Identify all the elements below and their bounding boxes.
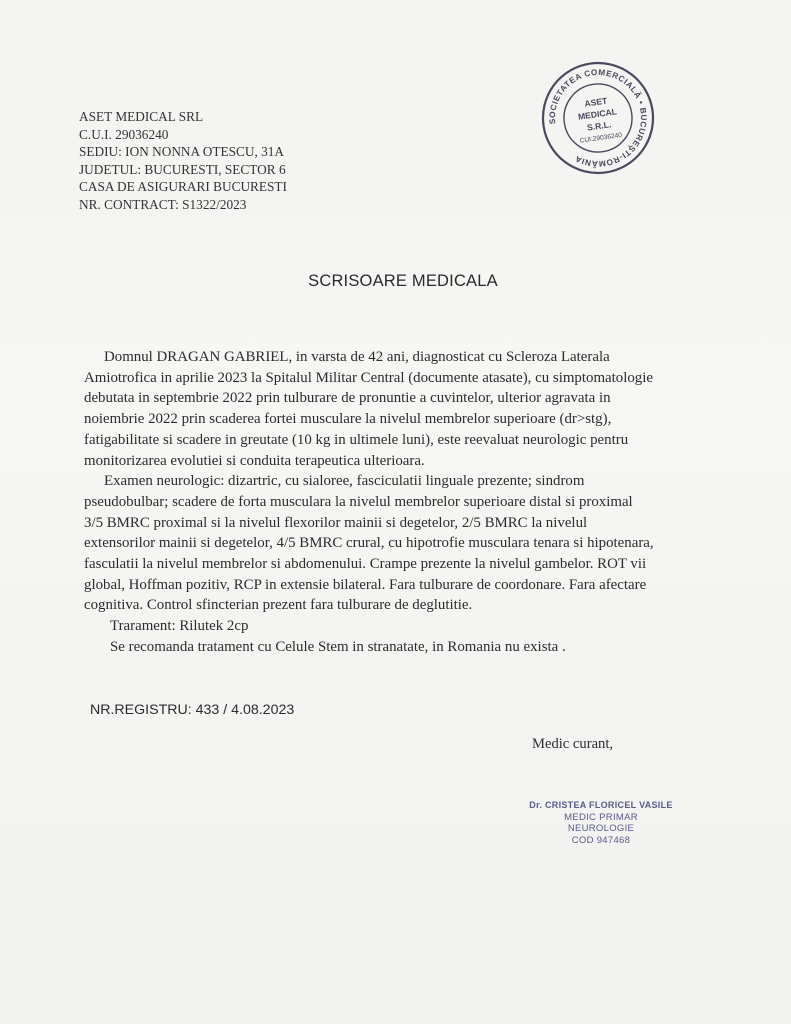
- treatment-line: Trarament: Rilutek 2cp: [110, 618, 249, 635]
- header-contract: NR. CONTRACT: S1322/2023: [79, 196, 247, 212]
- paragraph-neuro-exam: [84, 471, 734, 616]
- company-header: [79, 108, 287, 213]
- company-stamp: [540, 60, 656, 176]
- company-stamp-line2: MEDICAL: [577, 106, 618, 122]
- company-stamp-line1: ASET: [583, 95, 608, 109]
- exam-line: Examen neurologic: dizartric, cu sialoree, fasciculatii linguale prezente; sindrom: [104, 473, 585, 490]
- exam-line: extensorilor mainii si degetelor, 4/5 BMRC crural, cu hipotrofie musculara tenara si hipotenara,: [84, 535, 654, 552]
- paragraph-history: [84, 347, 734, 471]
- attending-physician-label: Medic curant,: [532, 736, 614, 752]
- header-cui: C.U.I. 29036240: [79, 126, 169, 142]
- doctor-stamp-code: COD 947468: [571, 834, 631, 846]
- exam-line: cognitiva. Control sfincterian prezent fara tulburare de deglutitie.: [84, 597, 473, 614]
- header-insurance: CASA DE ASIGURARI BUCURESTI: [79, 179, 287, 194]
- history-line: Amiotrofica in aprilie 2023 la Spitalul Militar Central (documente atasate), cu simptomatologie: [84, 369, 653, 386]
- registry-number: NR.REGISTRU: 433 / 4.08.2023: [90, 702, 295, 718]
- company-stamp-line4: CUI:29036240: [579, 131, 623, 145]
- letter-body: [84, 347, 734, 658]
- history-line: Domnul DRAGAN GABRIEL, in varsta de 42 ani, diagnosticat cu Scleroza Laterala: [104, 349, 610, 365]
- recommendation-line: Se recomanda tratament cu Celule Stem in stranatate, in Romania nu exista .: [110, 638, 566, 655]
- history-line: monitorizarea evolutiei si conduita terapeutica ulterioara.: [84, 452, 425, 469]
- exam-line: fasculatii la nivelul membrelor si abdomenului. Crampe prezente la nivelul gambelor. ROT vii: [84, 556, 647, 573]
- header-company-name: ASET MEDICAL SRL: [79, 109, 204, 124]
- company-stamp-ring-text: SOCIETATEA COMERCIALĂ • BUCUREŞTI-ROMÂNIA: [547, 67, 649, 169]
- exam-line: pseudobulbar; scadere de forta musculara la nivelul membrelor superioare distal si proximal: [84, 493, 633, 510]
- history-line: noiembrie 2022 prin scaderea fortei musculare la nivelul membrelor superioare (dr>stg),: [84, 411, 612, 428]
- exam-line: 3/5 BMRC proximal si la nivelul flexorilor mainii si degetelor, 2/5 BMRC la nivelul: [84, 514, 588, 531]
- company-stamp-graphic: [540, 60, 656, 176]
- company-stamp-line3: S.R.L.: [586, 119, 612, 133]
- header-address: SEDIU: ION NONNA OTESCU, 31A: [79, 144, 284, 159]
- history-line: debutata in septembrie 2022 prin tulburare de pronuntie a cuvintelor, ulterior agravata in: [84, 390, 611, 407]
- header-county: JUDETUL: BUCURESTI, SECTOR 6: [79, 161, 286, 177]
- doctor-stamp-title: MEDIC PRIMAR: [564, 811, 638, 823]
- doctor-stamp-name: Dr. CRISTEA FLORICEL VASILE: [529, 800, 673, 810]
- doctor-stamp: [526, 800, 676, 846]
- history-line: fatigabilitate si scadere in greutate (10 kg in ultimele luni), este reevaluat neurologic pentru: [84, 431, 629, 448]
- document-title: SCRISOARE MEDICALA: [308, 272, 498, 290]
- exam-line: global, Hoffman pozitiv, RCP in extensie bilateral. Fara tulburare de coordonare. Fara afectare: [84, 576, 647, 593]
- doctor-stamp-specialty: NEUROLOGIE: [567, 823, 635, 834]
